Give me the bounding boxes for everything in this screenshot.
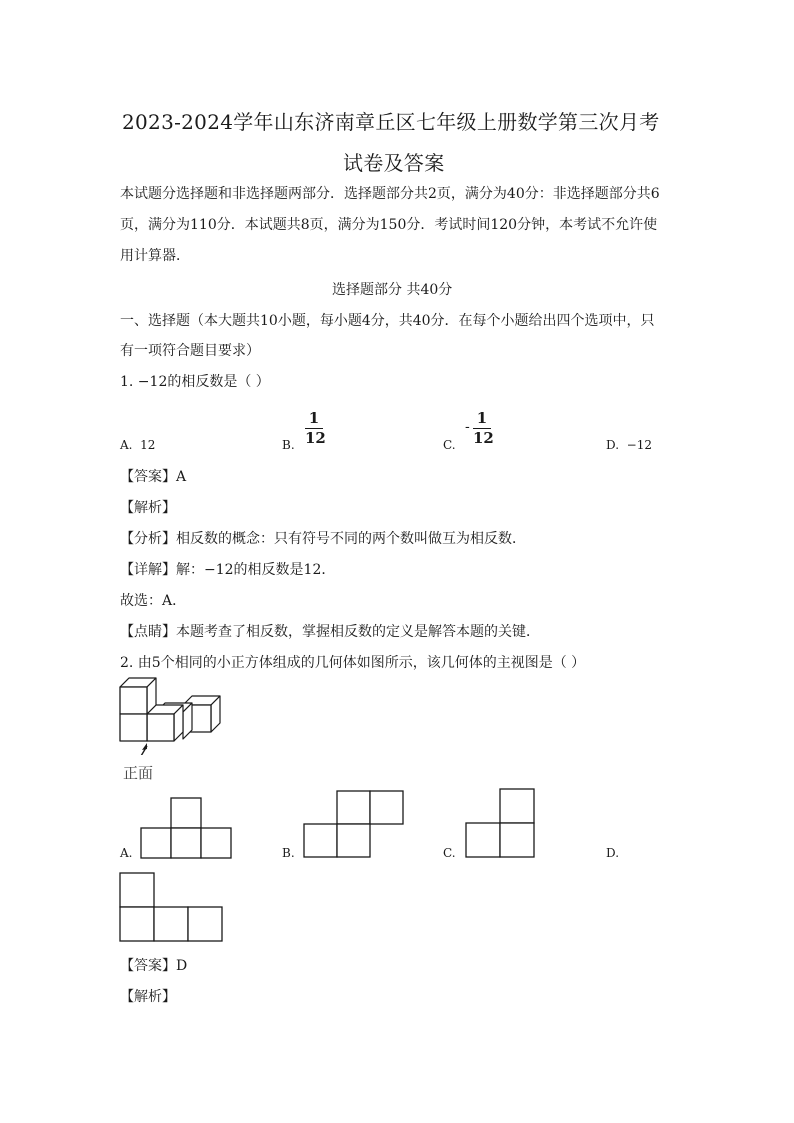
q2-stem: 2. 由5个相同的小正方体组成的几何体如图所示，该几何体的主视图是（ ） (120, 655, 586, 671)
q1-option-d (606, 438, 652, 452)
q2-option-b-figure (303, 790, 405, 858)
arrow-icon (138, 743, 147, 755)
q2-option-c-label: C. (443, 846, 456, 860)
section-header: 选择题部分 共40分 (332, 282, 453, 298)
part-one-line-1: 一、选择题（本大题共10小题，每小题4分，共40分．在每个小题给出四个选项中，只 (120, 313, 655, 329)
q1-option-d-value: −12 (626, 438, 652, 452)
q1-option-c-denominator: 12 (473, 429, 494, 447)
q2-option-d-label: D. (606, 846, 620, 860)
q2-answer: 【答案】D (120, 958, 188, 974)
q1-stem: 1. −12的相反数是（ ） (120, 374, 270, 390)
intro-line-1: 本试题分选择题和非选择题两部分．选择题部分共2页，满分为40分：非选择题部分共6 (120, 186, 660, 202)
q1-option-b-denominator: 12 (305, 429, 326, 447)
q1-option-a (120, 438, 155, 452)
q2-analysis-header: 【解析】 (120, 989, 176, 1005)
q1-option-b-fraction (305, 409, 326, 447)
q1-xiangjie: 【详解】解：−12的相反数是12． (120, 562, 336, 578)
q1-analysis-header: 【解析】 (120, 500, 176, 516)
doc-title-line2: 试卷及答案 (343, 151, 445, 175)
q2-option-a-label: A. (120, 846, 133, 860)
doc-title-line1: 2023-2024学年山东济南章丘区七年级上册数学第三次月考 (122, 110, 660, 134)
q2-option-b-label: B. (282, 846, 295, 860)
q1-option-d-label: D. (606, 438, 620, 452)
intro-line-2: 页，满分为110分．本试题共8页，满分为150分．考试时间120分钟，本考试不允许使 (120, 217, 658, 233)
q1-option-c-fraction (473, 409, 494, 447)
q1-option-a-label: A. (120, 438, 133, 452)
q1-answer: 【答案】A (120, 469, 187, 485)
q2-option-d-figure (119, 872, 223, 942)
q1-dianjing: 【点睛】本题考查了相反数，掌握相反数的定义是解答本题的关键． (120, 624, 540, 640)
q2-figure-label: 正面 (123, 764, 154, 782)
part-one-line-2: 有一项符合题目要求） (120, 343, 260, 359)
q1-fenxi: 【分析】相反数的概念：只有符号不同的两个数叫做互为相反数． (120, 531, 526, 547)
q1-option-c-numerator: 1 (476, 409, 488, 427)
q1-choice: 故选：A． (120, 593, 187, 609)
q1-option-c-sign: - (465, 419, 470, 435)
q1-option-b-numerator: 1 (308, 409, 320, 427)
q2-option-a-figure (140, 797, 233, 859)
q2-option-c-figure (465, 788, 535, 858)
q2-3d-figure (110, 675, 230, 755)
intro-line-3: 用计算器． (120, 248, 190, 264)
q1-option-c-label: C. (443, 438, 456, 452)
q1-option-a-value: 12 (140, 438, 156, 452)
q1-option-b-label: B. (282, 438, 295, 452)
